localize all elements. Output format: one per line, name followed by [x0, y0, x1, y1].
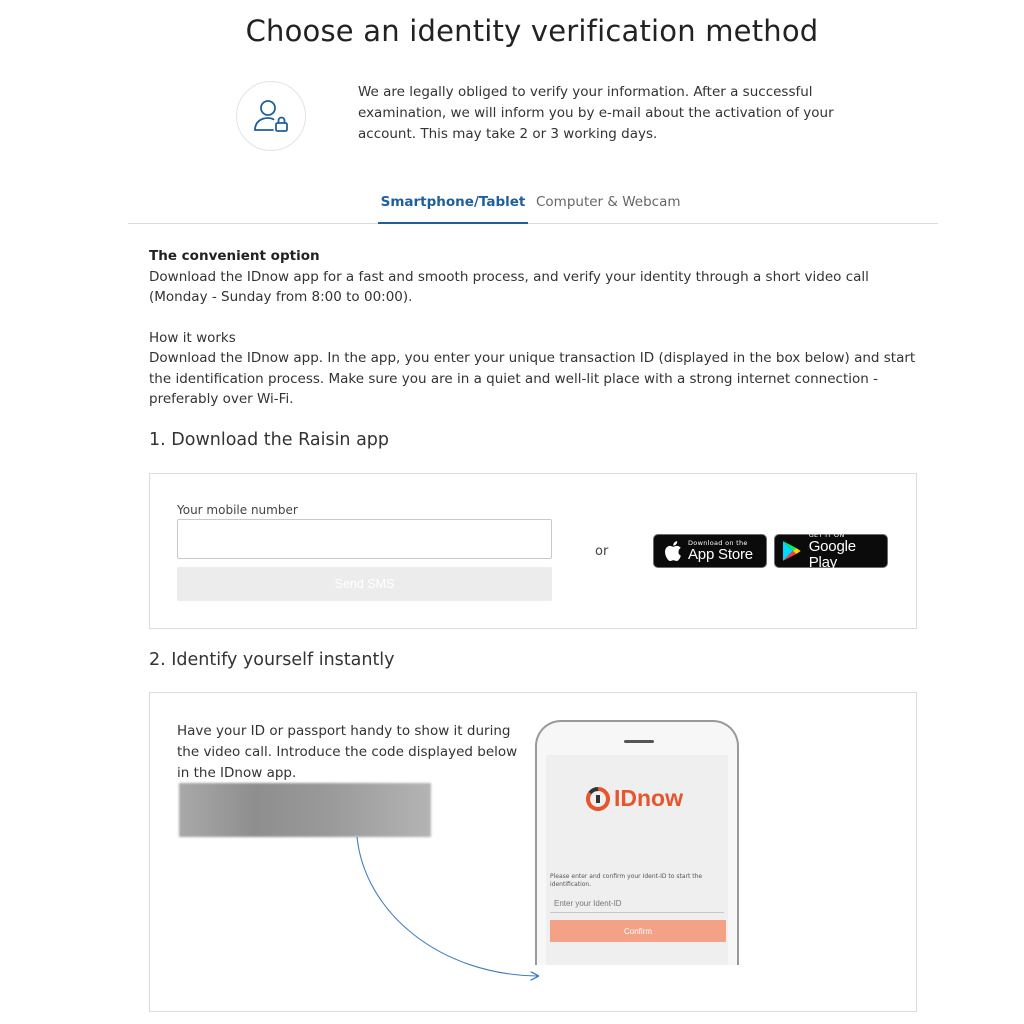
tab-smartphone-tablet[interactable]: Smartphone/Tablet	[378, 194, 528, 224]
download-app-box	[149, 473, 917, 629]
idnow-logo-text: IDnow	[614, 785, 683, 811]
google-play-icon	[782, 540, 802, 562]
arrow-to-phone	[150, 693, 918, 1013]
how-it-works-description: Download the IDnow app. In the app, you enter your unique transaction ID (displayed in the box below) and start the identification process. Make sure you are in a quiet and well-lit place with a strong internet connection - preferably over Wi-Fi.	[149, 350, 916, 407]
option-description: Download the IDnow app for a fast and smooth process, and verify your identity through a short video call (Monday - Sunday from 8:00 to 00:00).	[149, 268, 869, 305]
phone-screen	[546, 755, 728, 965]
step2-heading: 2. Identify yourself instantly	[149, 650, 395, 670]
ident-id-input[interactable]	[550, 895, 724, 913]
app-store-small-text: Download on the	[688, 539, 748, 547]
method-tabs	[128, 190, 938, 224]
apple-icon	[664, 541, 682, 561]
step1-heading: 1. Download the Raisin app	[149, 430, 390, 450]
method-description	[149, 246, 919, 410]
user-lock-icon	[236, 81, 306, 151]
phone-speaker	[624, 740, 654, 743]
mobile-number-label: Your mobile number	[177, 503, 298, 517]
how-it-works-title: How it works	[149, 329, 236, 346]
send-sms-button[interactable]: Send SMS	[177, 567, 552, 601]
google-play-small-text: GET IT ON	[808, 531, 845, 539]
intro-text: We are legally obliged to verify your information. After a successful examination, we will inform you by e-mail about the activation of your account. This may take 2 or 3 working days.	[358, 84, 834, 142]
identify-box	[149, 692, 917, 1012]
app-store-badge[interactable]	[653, 534, 767, 568]
confirm-button[interactable]: Confirm	[550, 920, 726, 942]
tab-computer-webcam[interactable]: Computer & Webcam	[536, 194, 681, 210]
identify-instructions: Have your ID or passport handy to show it during the video call. Introduce the code displayed below in the IDnow app.	[177, 723, 518, 781]
or-separator: or	[595, 544, 609, 559]
phone-mockup	[535, 720, 739, 965]
google-play-badge[interactable]	[774, 531, 888, 571]
page-title: Choose an identity verification method	[245, 14, 819, 48]
ident-id-hint: Please enter and confirm your Ident-ID to start the identification.	[550, 873, 703, 888]
google-play-big-text: Google Play	[808, 538, 856, 571]
app-store-big-text: App Store	[688, 546, 753, 563]
idnow-logo-icon	[586, 787, 610, 811]
option-title: The convenient option	[149, 248, 320, 264]
idnow-logo	[586, 785, 683, 812]
mobile-number-input[interactable]	[177, 519, 552, 559]
